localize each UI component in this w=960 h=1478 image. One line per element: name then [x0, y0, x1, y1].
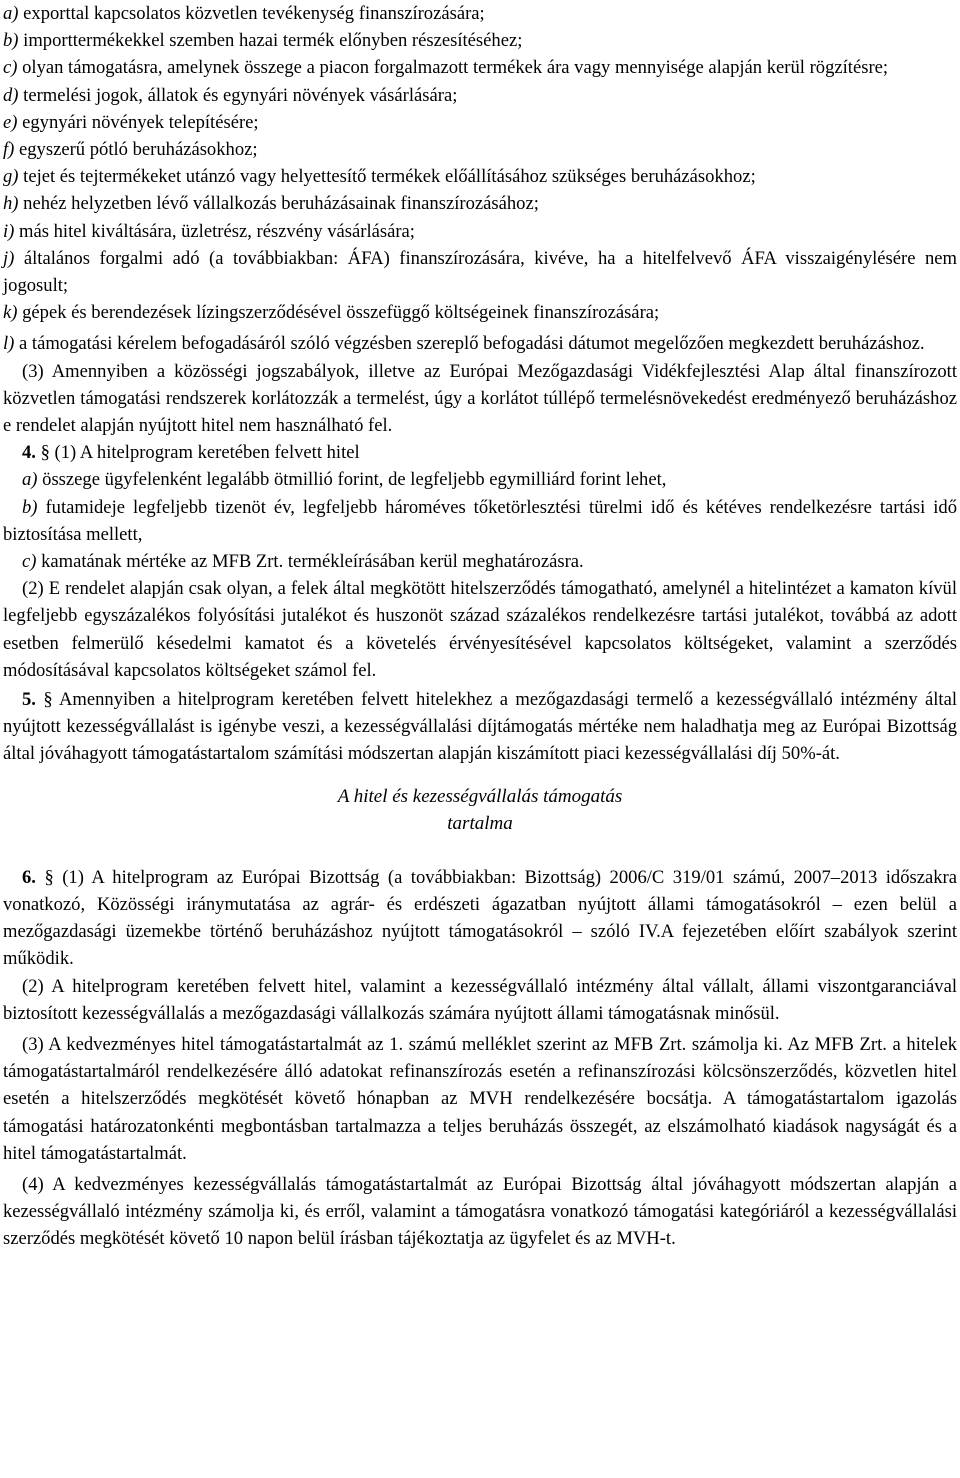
list-item-d: [3, 82, 957, 109]
list-item-text: más hitel kiváltására, üzletrész, részvény vásárlására;: [14, 220, 415, 242]
paragraph-3-3: (3) Amennyiben a közösségi jogszabályok, illetve az Európai Mezőgazdasági Vidékfejlesztési Alap által finanszírozott közvetlen támogatási rendszerek korlátozzák a termelést, úgy a korlátot túllépő termelésnövekedést eredményező beruházáshoz e rendelet alapján nyújtott hitel nem használható fel.: [3, 360, 957, 437]
section-number: 4.: [22, 442, 36, 464]
list-item-text: a támogatási kérelem befogadásáról szóló végzésben szereplő befogadási dátumot megelőzően megkezdett beruházáshoz.: [14, 333, 925, 355]
list-marker: a): [3, 3, 19, 24]
list-marker: h): [3, 193, 19, 215]
section-5: [3, 686, 957, 768]
list-item-l: [3, 330, 957, 357]
list-item-text: olyan támogatásra, amelynek összege a piacon forgalmazott termékek ára vagy mennyisége alapján kerül rögzítésre;: [17, 57, 889, 79]
list-marker: c): [22, 551, 37, 573]
list-item-text: futamideje legfeljebb tizenöt év, legfeljebb hároméves tőketörlesztési türelmi idő és kétéves rendelkezésre tartási idő biztosítása mellett,: [3, 496, 957, 545]
list-item-a: [3, 0, 957, 27]
list-item-text: egynyári növények telepítésére;: [17, 111, 259, 133]
section-lead-text: § (1) A hitelprogram keretében felvett hitel: [35, 442, 360, 464]
list-item-j: [3, 245, 957, 299]
list-marker: i): [3, 220, 15, 242]
section-4-item-c: [3, 548, 957, 575]
list-item-text: exporttal kapcsolatos közvetlen tevékenység finanszírozására;: [18, 3, 485, 24]
list-item-f: [3, 136, 957, 163]
section-4-item-a: [3, 466, 957, 493]
list-item-text: egyszerű pótló beruházásokhoz;: [14, 139, 258, 161]
section-text: § Amennyiben a hitelprogram keretében felvett hitelekhez a mezőgazdasági termelő a kezességvállaló intézmény által nyújtott kezességvállalást is igénybe veszi, a kezességvállalási díjtámogatás mértéke nem haladhatja meg az Európai Bizottság által jóváhagyott támogatástartalom számítási módszertan alapján kiszámított piaci kezességvállalási díj 50%-át.: [3, 689, 957, 765]
list-item-text: tejet és tejtermékeket utánzó vagy helyettesítő termékek előállításához szükséges beruházásokhoz;: [18, 166, 756, 188]
list-item-g: [3, 163, 957, 190]
list-marker: d): [3, 84, 19, 106]
list-item-text: termelési jogok, állatok és egynyári növények vásárlására;: [18, 84, 458, 106]
list-item-b: [3, 27, 957, 54]
heading-line-2: tartalma: [447, 812, 513, 834]
section-6-paragraph-4: (4) A kedvezményes kezességvállalás támogatástartalmát az Európai Bizottság által jóváhagyott módszertan alapján a kezességvállaló intézmény számolja ki, és erről, valamint a támogatásra vonatkozó támogatási kategóriáról a kezességvállalási szerződés megkötését követő 10 napon belül írásban tájékoztatja az ügyfelet és az MVH-t.: [3, 1173, 957, 1250]
section-6-paragraph-2: (2) A hitelprogram keretében felvett hitel, valamint a kezességvállaló intézmény által vállalt, állami viszontgaranciával biztosított kezességvállalás a mezőgazdasági vállalkozás számára nyújtott állami támogatásnak minősül.: [3, 975, 957, 1024]
list-marker: g): [3, 166, 19, 188]
list-marker: b): [22, 496, 38, 518]
list-item-h: [3, 190, 957, 217]
list-marker: b): [3, 30, 19, 52]
list-marker: c): [3, 57, 18, 79]
list-item-text: kamatának mértéke az MFB Zrt. termékleírásában kerül meghatározásra.: [36, 551, 584, 573]
section-number: 6.: [22, 866, 36, 888]
section-4-paragraph-2: (2) E rendelet alapján csak olyan, a felek által megkötött hitelszerződés támogatható, amelynél a hitelintézet a kamaton kívül legfeljebb egyszázalékos folyósítási jutalékot és huszonöt század százalékos rendelkezésre tartási jutalékot, továbbá az adott esetben felmerülő késedelmi kamatot és a követelés érvényesítésével kapcsolatos költségeket, valamint a szerződés módosításával kapcsolatos költségeket számol fel.: [3, 578, 957, 681]
section-6-paragraph-3: (3) A kedvezményes hitel támogatástartalmát az 1. számú melléklet szerint az MFB Zrt. számolja ki. Az MFB Zrt. a hitelek támogatástartalmáról rendelkezésére álló adatokat refinanszírozás esetén a refinanszírozási kölcsönszerződés, közvetlen hitel esetén a hitelszerződés megkötését követő hónapban az MVH rendelkezésére bocsátja. A támogatástartalom igazolás támogatási határozatonkénti megbontásban tartalmazza a teljes beruházás összegét, az elszámolható kiadások nagyságát és a hitel támogatástartalmát.: [3, 1033, 957, 1164]
list-item-i: [3, 218, 957, 245]
list-item-k: [3, 299, 957, 326]
list-item-text: gépek és berendezések lízingszerződésével összefüggő költségeinek finanszírozására;: [17, 302, 660, 324]
list-item-text: összege ügyfelenként legalább ötmillió forint, de legfeljebb egymilliárd forint lehet,: [37, 469, 667, 491]
list-item-e: [3, 109, 957, 136]
list-marker: f): [3, 139, 15, 161]
list-item-text: nehéz helyzetben lévő vállalkozás beruházásainak finanszírozásához;: [18, 193, 539, 215]
heading-line-1: A hitel és kezességvállalás támogatás: [337, 785, 623, 807]
section-text: § (1) A hitelprogram az Európai Bizottság (a továbbiakban: Bizottság) 2006/C 319/01 számú, 2007–2013 időszakra vonatkozó, Közösségi iránymutatása az agrár- és erdészeti ágazatban nyújtott állami támogatásokról – ezen belül a mezőgazdasági üzemekbe történő beruházáshoz nyújtott támogatásokról – szóló IV.A fejezetében előírt szabályok szerint működik.: [3, 866, 957, 970]
section-4-lead: [3, 439, 957, 466]
list-marker: l): [3, 333, 15, 355]
list-marker: k): [3, 302, 18, 324]
list-marker: a): [22, 469, 38, 491]
list-marker: e): [3, 111, 18, 133]
list-item-c: [3, 54, 957, 81]
list-item-text: általános forgalmi adó (a továbbiakban: ÁFA) finanszírozására, kivéve, ha a hitelfelvevő ÁFA visszaigénylésére nem jogosult;: [3, 247, 957, 297]
list-item-text: importtermékekkel szemben hazai termék előnyben részesítéséhez;: [18, 30, 523, 52]
section-number: 5.: [22, 689, 36, 711]
section-6-paragraph-1: [3, 864, 957, 973]
list-marker: j): [3, 247, 15, 269]
section-4-item-b: [3, 494, 957, 548]
section-heading: [3, 783, 957, 837]
